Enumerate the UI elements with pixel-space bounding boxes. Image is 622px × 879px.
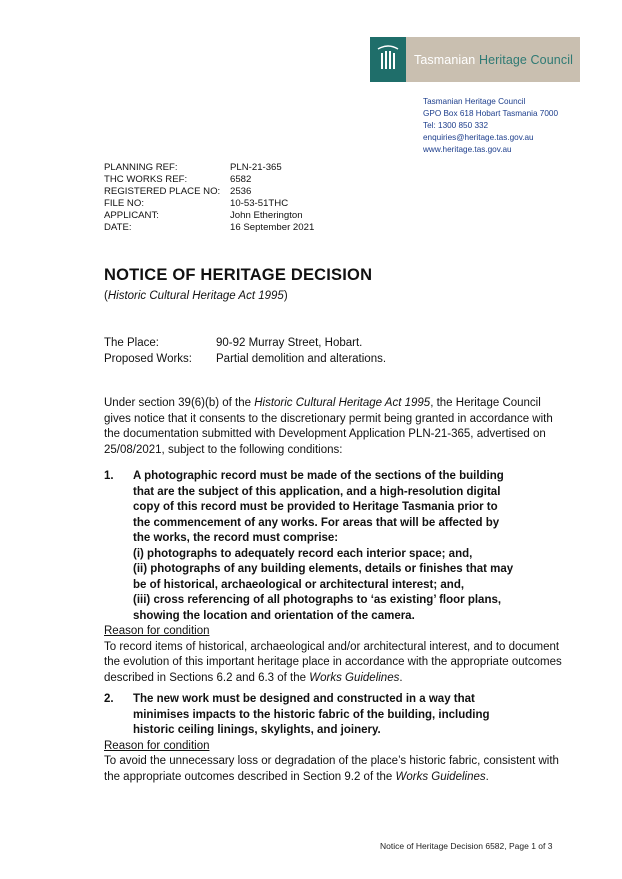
condition-line: showing the location and orientation of the camera. [133, 609, 415, 622]
act-name: Historic Cultural Heritage Act 1995 [107, 290, 284, 302]
condition-line: the commencement of any works. For areas that will be affected by [133, 516, 500, 529]
ref-label: APPLICANT: [104, 210, 159, 222]
condition-line: (ii) photographs of any building elements, details or finishes that may [133, 563, 514, 575]
works-row [104, 351, 386, 367]
place-row [104, 335, 386, 351]
condition-line: A photographic record must be made of the sections of the building [133, 470, 504, 482]
condition-text [133, 469, 574, 624]
condition-number: 2. [104, 693, 114, 705]
address-line: Tel: 1300 850 332 [423, 121, 489, 130]
ref-label: FILE NO: [104, 198, 144, 210]
condition-heading [104, 692, 574, 739]
condition-number: 1. [104, 470, 114, 482]
page-title: NOTICE OF HERITAGE DECISION [104, 266, 373, 284]
ref-value: PLN-21-365 [230, 162, 282, 173]
reason-text [104, 640, 574, 687]
place-label: The Place: [104, 337, 159, 349]
reason-body: To avoid the unnecessary loss or degradation of the place’s historic fabric, consistent with the appropriate outcomes described in Section 9.2 of the [104, 755, 559, 783]
reason-heading: Reason for condition [104, 739, 210, 752]
condition-2 [104, 692, 574, 785]
condition-line: minimises impacts to the historic fabric of the building, including [133, 708, 490, 721]
logo-wordmark [414, 53, 573, 67]
reason-end: . [485, 770, 489, 783]
works-label: Proposed Works: [104, 353, 192, 365]
ref-label: REGISTERED PLACE NO: [104, 186, 221, 198]
reason-end: . [399, 671, 403, 684]
works-value: Partial demolition and alterations. [216, 353, 387, 365]
place-value: 90-92 Murray Street, Hobart. [216, 337, 363, 349]
condition-line: The new work must be designed and constructed in a way that [133, 693, 475, 705]
ref-row [104, 198, 314, 210]
condition-1 [104, 469, 574, 686]
condition-line: be of historical, archaeological or architectural interest; and, [133, 578, 465, 591]
condition-line: that are the subject of this application, and a high-resolution digital [133, 485, 501, 498]
condition-text [133, 692, 574, 739]
ref-value: John Etherington [230, 210, 303, 222]
reason-guidelines: Works Guidelines [309, 671, 400, 684]
condition-line: the works, the record must comprise: [133, 532, 339, 544]
ref-value: 6582 [230, 174, 252, 186]
logo-org-second: Heritage Council [478, 52, 573, 67]
website-link[interactable]: www.heritage.tas.gov.au [423, 145, 512, 154]
paren-close: ) [283, 290, 288, 302]
reason-body: To record items of historical, archaeological and/or architectural interest, and to document the evolution of this important heritage place in accordance with the appropriate outcomes described in Sections 6.2 and 6.3 of the [104, 640, 562, 684]
page-footer: Notice of Heritage Decision 6582, Page 1 of 3 [380, 841, 553, 851]
condition-line: (i) photographs to adequately record each interior space; and, [133, 547, 473, 560]
act-subtitle [104, 290, 288, 302]
condition-line: historic ceiling linings, skylights, and joinery. [133, 724, 381, 736]
ref-label: THC WORKS REF: [104, 174, 188, 186]
logo-org-first: Tasmanian [414, 52, 476, 67]
columns-icon [370, 37, 406, 82]
ref-value: 16 September 2021 [230, 222, 315, 234]
ref-value: 10-53-51THC [230, 198, 289, 210]
ref-row [104, 210, 314, 222]
intro-act: Historic Cultural Heritage Act 1995 [254, 397, 431, 409]
ref-row [104, 186, 314, 198]
ref-row [104, 162, 314, 174]
intro-paragraph [104, 396, 566, 458]
ref-label: PLANNING REF: [104, 162, 178, 173]
condition-line: copy of this record must be provided to Heritage Tasmania prior to [133, 501, 498, 513]
address-line: Tasmanian Heritage Council [423, 97, 526, 106]
contact-address [423, 96, 558, 156]
ref-row [104, 222, 314, 234]
ref-row [104, 174, 314, 186]
place-details [104, 335, 386, 367]
condition-heading [104, 469, 574, 624]
ref-value: 2536 [230, 186, 252, 198]
email-link[interactable]: enquiries@heritage.tas.gov.au [423, 133, 534, 142]
condition-line: (iii) cross referencing of all photographs to ‘as existing’ floor plans, [133, 594, 502, 606]
reason-text [104, 754, 574, 785]
reason-guidelines: Works Guidelines [395, 770, 486, 783]
ref-label: DATE: [104, 222, 132, 234]
paren-open: ( [104, 290, 108, 302]
intro-text: Under section 39(6)(b) of the [104, 397, 255, 409]
intro-text-end: , the Heritage Council gives notice that it consents to the discretionary permit being granted in accordance with the documentation submitted with Development Application PLN-21-365, advertised on 25/08/2021, subject to the following conditions: [104, 397, 553, 456]
reason-heading: Reason for condition [104, 625, 210, 637]
council-logo [370, 37, 580, 82]
reference-block [104, 162, 314, 235]
address-line: GPO Box 618 Hobart Tasmania 7000 [423, 109, 559, 118]
